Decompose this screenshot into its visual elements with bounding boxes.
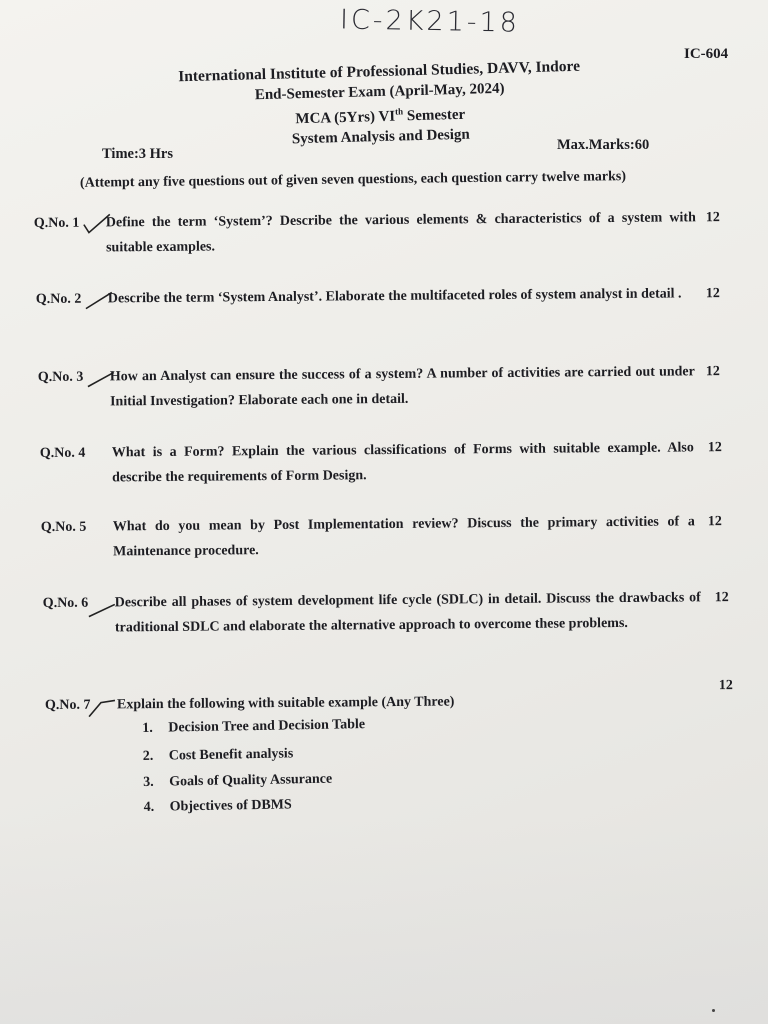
question-marks: 12 [714,590,729,606]
max-marks: Max.Marks:60 [557,137,650,153]
question-number: Q.No. 3 [37,369,84,386]
program-suffix: Semester [402,106,466,125]
exam-instructions: (Attempt any five questions out of given seven questions, each question carry twelve marks) [79,169,627,191]
question-text: Explain the following with suitable example (Any Three) [116,694,455,713]
question-marks: 12 [705,210,720,226]
question-number: Q.No. 1 [33,215,80,232]
question-2 [36,281,736,347]
question-7 [44,678,745,723]
paper-shadow [0,820,768,1024]
tick-mark-icon [87,596,117,618]
question-number: Q.No. 5 [40,519,87,536]
question-6 [43,585,744,671]
question-text: Describe the term ‘System Analyst’. Elaborate the multifaceted roles of system analyst in detail . [107,286,682,307]
list-item: 4. Objectives of DBMS [143,797,292,815]
exam-header [149,56,611,153]
question-number: Q.No. 2 [35,291,82,308]
question-5 [41,509,741,575]
question-number: Q.No. 4 [39,445,86,462]
question-marks: 12 [718,678,733,694]
question-marks: 12 [705,364,720,380]
question-text: What is a Form? Explain the various classifications of Forms with suitable example. Also describe the requirements of Form Design. [111,440,694,486]
question-marks: 12 [707,514,722,530]
question-text: What do you mean by Post Implementation review? Discuss the primary activities of a Maintenance procedure. [112,514,695,560]
list-item: 2. Cost Benefit analysis [142,746,294,764]
question-3 [38,359,738,425]
question-marks: 12 [705,286,720,302]
list-item: 1. Decision Tree and Decision Table [142,717,366,736]
tick-mark-icon [87,696,117,718]
question-text: Describe all phases of system development life cycle (SDLC) in detail. Discuss the drawbacks of traditional SDLC and elaborate the alternative approach to overcome these problems. [114,590,701,636]
list-item: 3. Goals of Quality Assurance [143,771,333,790]
institute-name: International Institute of Professional Studies, DAVV, Indore [178,57,581,86]
paper-code: IC-604 [684,46,729,62]
question-text: How an Analyst can ensure the success of a system? A number of activities are carried out under Initial Investigation? Elaborate each one in detail. [109,364,695,410]
question-marks: 12 [707,440,722,456]
exam-title: End-Semester Exam (April-May, 2024) [254,80,505,104]
handwritten-roll-number: IC-2K21-18 [339,4,521,39]
question-4 [40,435,740,501]
question-number: Q.No. 7 [44,697,91,714]
question-text: Define the term ‘System’? Describe the various elements & characteristics of a system with suitable examples. [105,210,696,256]
paper-speck [712,1009,715,1012]
subject-title: System Analysis and Design [291,126,471,148]
exam-time: Time:3 Hrs [102,146,174,162]
program-superscript: th [394,106,404,117]
program-prefix: MCA (5Yrs) VI [295,108,396,128]
question-number: Q.No. 6 [42,595,89,612]
question-1 [34,205,734,271]
